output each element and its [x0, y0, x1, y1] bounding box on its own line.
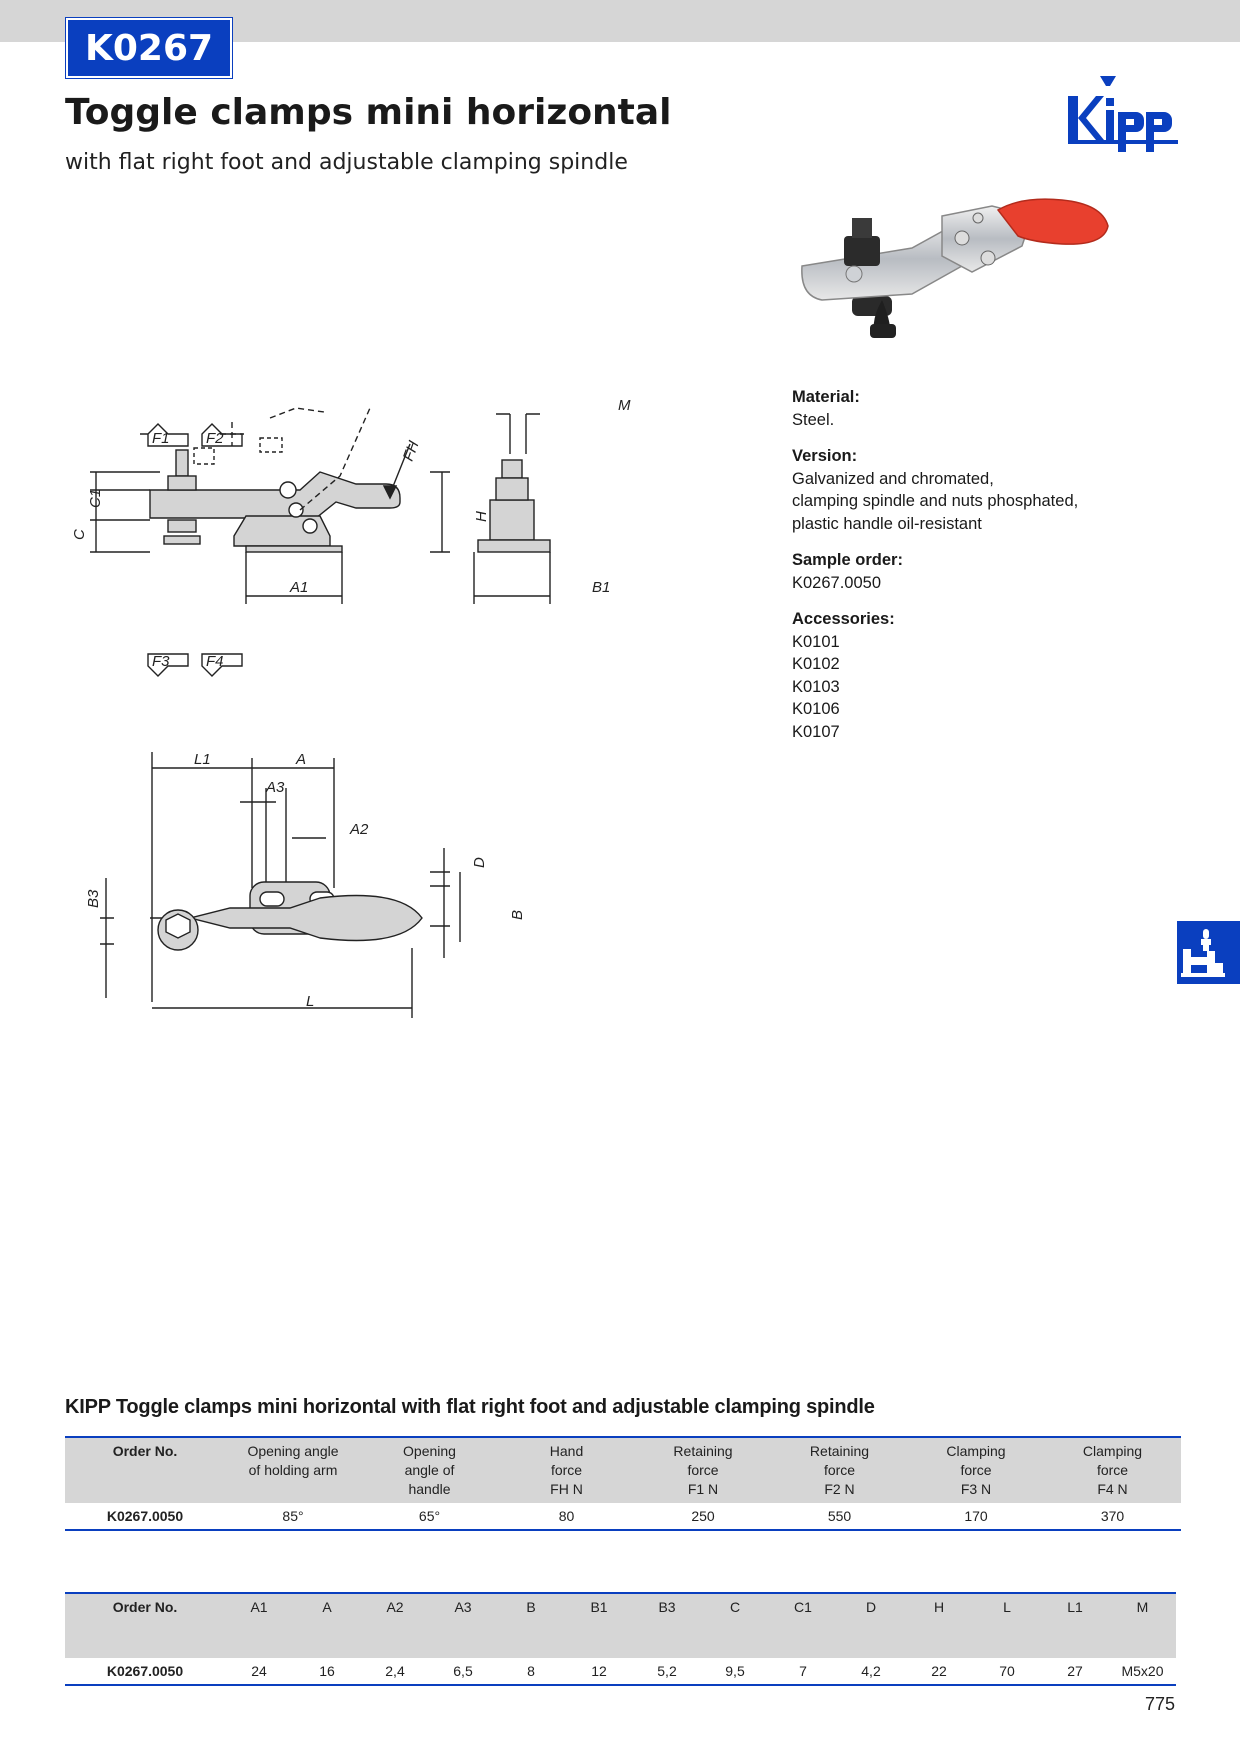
label-b: B [509, 909, 526, 920]
table-header-row [65, 1437, 1181, 1503]
table-row [65, 1503, 1181, 1530]
page-number: 775 [1145, 1694, 1176, 1714]
header-hand-force: Hand force FH N [498, 1437, 635, 1503]
table-cell: 250 [635, 1503, 771, 1530]
header-clamping-force-f4: Clamping force F4 N [1044, 1437, 1181, 1503]
table-cell: 5,2 [633, 1658, 701, 1685]
table-cell: 70 [973, 1658, 1041, 1685]
toggle-clamp-icon [1177, 921, 1240, 984]
header-opening-angle-handle: Opening angle of handle [361, 1437, 498, 1503]
page-title: Toggle clamps mini horizontal [65, 92, 672, 133]
table-cell: 65° [361, 1503, 498, 1530]
cell-order-no: K0267.0050 [65, 1503, 225, 1530]
header-clamping-force-f3: Clamping force F3 N [908, 1437, 1044, 1503]
material-title: Material: [792, 388, 860, 406]
label-a3: A3 [266, 779, 285, 796]
header-a3: A3 [429, 1593, 497, 1658]
table-cell: 16 [293, 1658, 361, 1685]
accessory-item: K0106 [792, 700, 840, 718]
cell-order-no: K0267.0050 [65, 1658, 225, 1685]
header-retaining-force-f2: Retaining force F2 N [771, 1437, 908, 1503]
label-l1: L1 [194, 751, 211, 768]
kipp-logo [1066, 74, 1180, 158]
header-m: M [1109, 1593, 1176, 1658]
header-b3: B3 [633, 1593, 701, 1658]
accessories-group [792, 608, 1172, 743]
page-subtitle: with flat right foot and adjustable clamping spindle [65, 150, 628, 175]
spec-panel [792, 386, 1172, 757]
top-view-drawing [70, 748, 570, 1028]
table-cell: 9,5 [701, 1658, 769, 1685]
label-a1: A1 [290, 579, 309, 596]
accessory-item: K0103 [792, 677, 840, 696]
label-b3: B3 [85, 889, 102, 908]
label-d: D [471, 857, 488, 868]
table-cell: 7 [769, 1658, 837, 1685]
table-cell: M5x20 [1109, 1658, 1176, 1685]
table-cell: 4,2 [837, 1658, 905, 1685]
toggle-clamp-category-tab [1177, 921, 1240, 984]
table-cell: 2,4 [361, 1658, 429, 1685]
header-c: C [701, 1593, 769, 1658]
header-b1: B1 [565, 1593, 633, 1658]
sample-order-group [792, 549, 1172, 594]
version-title: Version: [792, 447, 858, 465]
label-b1: B1 [592, 579, 611, 596]
table-header-row [65, 1593, 1176, 1658]
version-line: Galvanized and chromated, [792, 469, 994, 488]
label-l: L [306, 993, 315, 1010]
table-cell: 22 [905, 1658, 973, 1685]
version-line: plastic handle oil-resistant [792, 514, 982, 533]
table-cell: 370 [1044, 1503, 1181, 1530]
side-view-drawing [70, 397, 670, 690]
table-cell: 12 [565, 1658, 633, 1685]
table-row [65, 1658, 1176, 1685]
accessories-title: Accessories: [792, 610, 895, 628]
table-cell: 6,5 [429, 1658, 497, 1685]
label-f4: F4 [206, 653, 224, 670]
table-cell: 8 [497, 1658, 565, 1685]
label-fh: FH [399, 438, 423, 464]
label-f3: F3 [152, 653, 170, 670]
label-h: H [473, 511, 490, 522]
header-d: D [837, 1593, 905, 1658]
product-code-badge: K0267 [66, 18, 232, 78]
label-a2: A2 [350, 821, 369, 838]
header-l: L [973, 1593, 1041, 1658]
sample-order-value: K0267.0050 [792, 573, 882, 592]
table-cell: 24 [225, 1658, 293, 1685]
accessory-item: K0101 [792, 632, 840, 651]
header-order-no: Order No. [65, 1593, 225, 1658]
header-a2: A2 [361, 1593, 429, 1658]
accessory-item: K0102 [792, 655, 840, 673]
label-f2: F2 [206, 430, 224, 447]
material-group [792, 386, 1172, 431]
label-f1: F1 [152, 430, 170, 447]
sample-order-title: Sample order: [792, 551, 903, 569]
label-c: C [71, 529, 88, 540]
header-l1: L1 [1041, 1593, 1109, 1658]
header-b: B [497, 1593, 565, 1658]
label-c1: C1 [87, 488, 104, 508]
header-h: H [905, 1593, 973, 1658]
version-group [792, 445, 1172, 535]
table-caption: KIPP Toggle clamps mini horizontal with flat right foot and adjustable clamping spindle [65, 1396, 875, 1418]
header-order-no: Order No. [65, 1437, 225, 1503]
header-c1: C1 [769, 1593, 837, 1658]
table-cell: 85° [225, 1503, 361, 1530]
material-value: Steel. [792, 410, 835, 429]
table-cell: 27 [1041, 1658, 1109, 1685]
label-a: A [296, 751, 307, 768]
product-photo [792, 196, 1122, 356]
force-table [65, 1436, 1181, 1531]
table-cell: 170 [908, 1503, 1044, 1530]
table-cell: 80 [498, 1503, 635, 1530]
header-opening-angle-arm: Opening angle of holding arm [225, 1437, 361, 1503]
version-line: clamping spindle and nuts phosphated, [792, 492, 1079, 510]
accessory-item: K0107 [792, 722, 840, 741]
header-a1: A1 [225, 1593, 293, 1658]
header-retaining-force-f1: Retaining force F1 N [635, 1437, 771, 1503]
label-m: M [618, 397, 631, 414]
dimensions-table [65, 1592, 1176, 1686]
header-a: A [293, 1593, 361, 1658]
table-cell: 550 [771, 1503, 908, 1530]
